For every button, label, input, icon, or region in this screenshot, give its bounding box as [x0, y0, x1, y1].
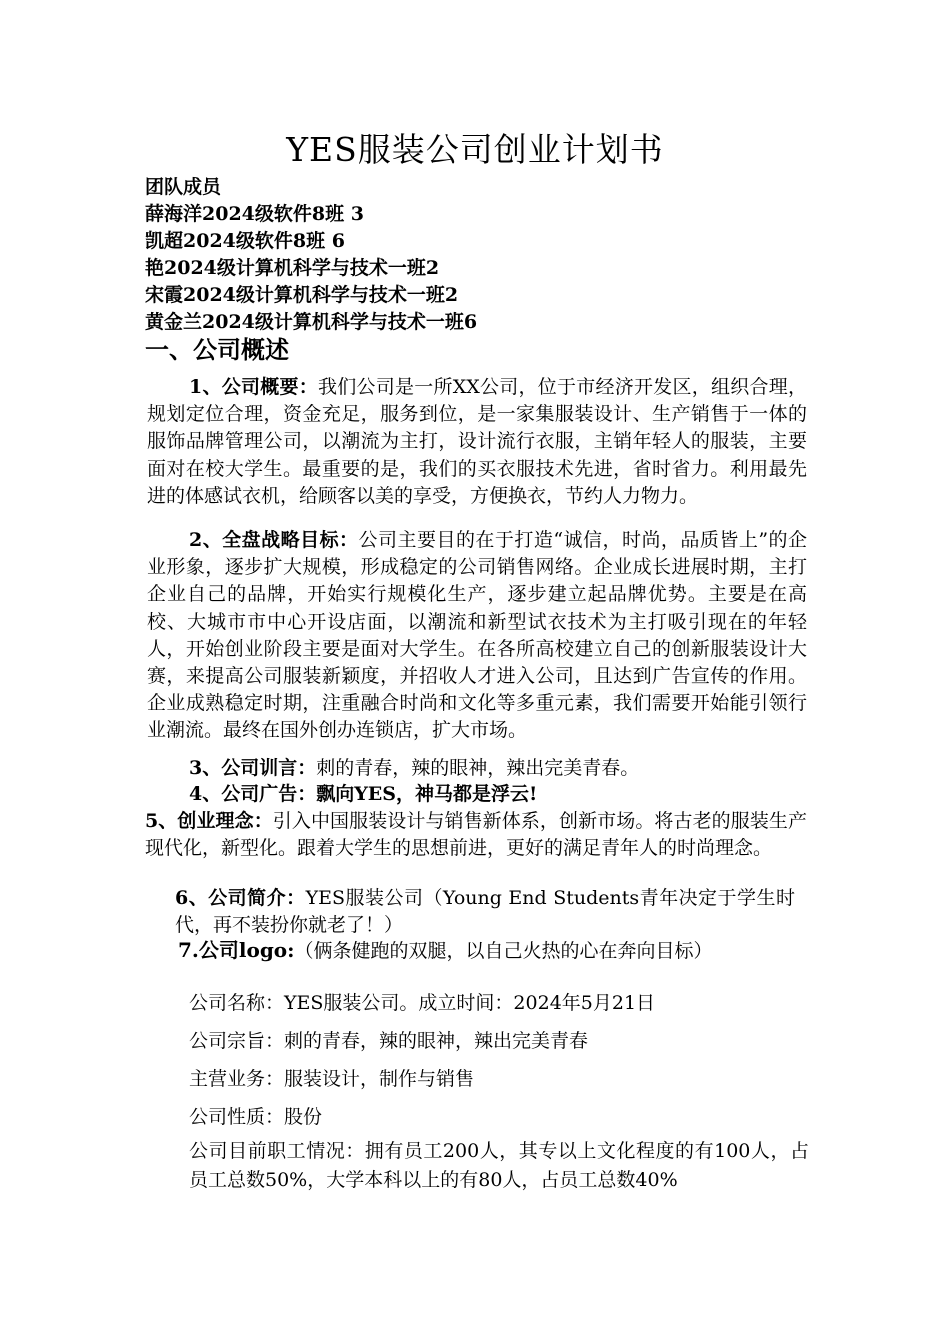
paragraph-label: 3、公司训言：: [189, 757, 317, 779]
paragraph-logo: [178, 937, 768, 965]
info-company-name: 公司名称：YES服装公司。成立时间：2024年5月21日: [189, 992, 656, 1014]
info-company-type: 公司性质：股份: [189, 1106, 323, 1128]
info-staff: 公司目前职工情况：拥有员工200人，其专以上文化程度的有100人，占员工总数50%，大学本科以上的有80人，占员工总数40%: [189, 1140, 809, 1191]
team-member: 黄金兰2024级计算机科学与技术一班6: [145, 311, 478, 333]
paragraph-label: 7.公司logo:: [178, 938, 295, 962]
paragraph-advertisement: [147, 781, 807, 808]
section-heading: 一、公司概述: [145, 335, 289, 364]
paragraph-text: 飘向YES，神马都是浮云!: [316, 783, 538, 805]
team-member: 凯超2024级软件8班 6: [145, 230, 345, 252]
document-title: YES服装公司创业计划书: [286, 130, 664, 169]
paragraph-text: 引入中国服装设计与销售新体系，创新市场。将古老的服装生产现代化，新型化。跟着大学生的思想前进，更好的满足青年人的时尚理念。: [145, 810, 807, 860]
paragraph-label: 5、创业理念：: [145, 810, 273, 832]
paragraph-label: 6、公司简介：: [175, 887, 306, 909]
paragraph-label: 2、全盘战略目标：: [189, 529, 359, 551]
paragraph-text: 公司主要目的在于打造“诚信，时尚，品质皆上”的企业形象，逐步扩大规模，形成稳定的公司销售网络。企业成长进展时期，主打企业自己的品牌，开始实行规模化生产，逐步建立起品牌优势。主要是在高校、大城市市中心开设店面，以潮流和新型试衣技术为主打吸引现在的年轻人，开始创业阶段主要是面对大学生。在各所高校建立自己的创新服装设计大赛，来提高公司服装新颖度，并招收人才进入公司，且达到广告宣传的作用。企业成熟稳定时期，注重融合时尚和文化等多重元素，我们需要开始能引领行业潮流。最终在国外创办连锁店，扩大市场。: [147, 529, 807, 742]
team-member: 宋霞2024级计算机科学与技术一班2: [145, 284, 459, 306]
paragraph-text: （俩条健跑的双腿，以自己火热的心在奔向目标）: [294, 940, 713, 962]
team-heading: 团队成员: [145, 176, 222, 198]
info-purpose: 公司宗旨：刺的青春，辣的眼神，辣出完美青春: [189, 1030, 589, 1052]
paragraph-text: 我们公司是一所XX公司，位于市经济开发区，组织合理，规划定位合理，资金充足，服务到位，是一家集服装设计、生产销售于一体的服饰品牌管理公司，以潮流为主打，设计流行衣服，主销年轻人的服装，主要面对在校大学生。最重要的是，我们的买衣服技术先进，省时省力。利用最先进的体感试衣机，给顾客以美的享受，方便换衣，节约人力物力。: [147, 376, 807, 507]
paragraph-text: 刺的青春，辣的眼神，辣出完美青春。: [316, 757, 640, 779]
paragraph-company-overview: [147, 374, 807, 510]
paragraph-label: 1、公司概要：: [189, 376, 318, 398]
info-main-business: 主营业务：服装设计，制作与销售: [189, 1068, 475, 1090]
team-member: 薛海洋2024级软件8班 3: [145, 203, 364, 225]
paragraph-label: 4、公司广告：: [189, 783, 317, 805]
paragraph-strategy-goal: [147, 527, 807, 745]
paragraph-motto: [147, 755, 807, 782]
paragraph-philosophy: [145, 808, 807, 862]
paragraph-text: YES服装公司（Young End Students青年决定于学生时代，再不装扮你就老了！）: [175, 887, 795, 937]
team-members: [145, 174, 845, 336]
team-member: 艳2024级计算机科学与技术一班2: [145, 257, 440, 279]
paragraph-introduction: [175, 885, 795, 939]
